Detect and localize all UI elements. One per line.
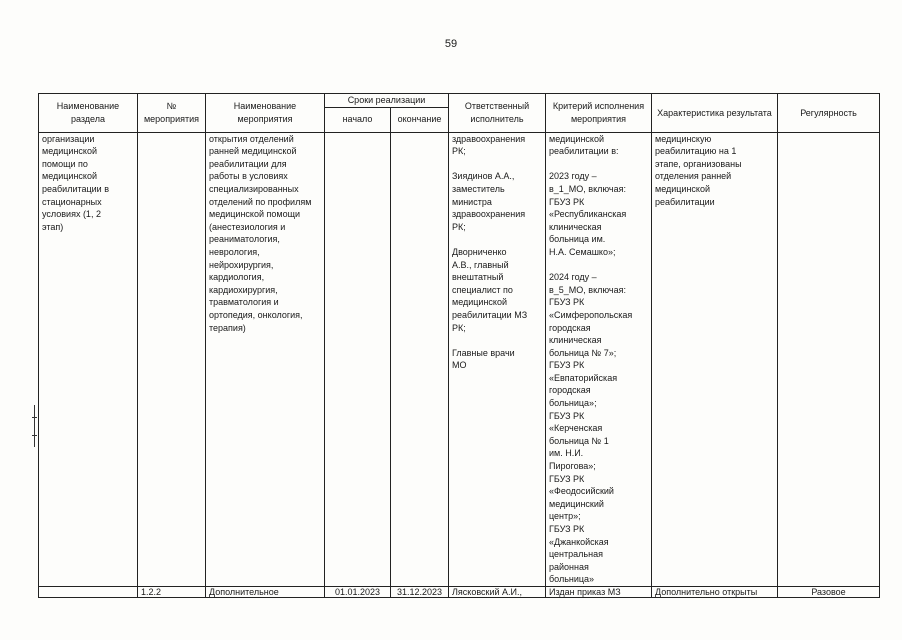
cell-section-name [39,586,138,597]
table-row [39,132,880,586]
cell-criterion: медицинской реабилитации в: 2023 году – в_1_МО, включая: ГБУЗ РК «Республиканская клиническая больница им. Н.А. Семашко»; 2024 году – в_5_МО, включая: ГБУЗ РК «Симферопольская городская клиническая больница № 7»; ГБУЗ РК «Евпаторийская городская больница»; ГБУЗ РК «Керченская больница № 1 им. Н.И. Пирогова»; ГБУЗ РК «Феодосийский медицинский центр»; ГБУЗ РК «Джанкойская центральная районная больница» [546,132,652,586]
header-event-name: Наименование мероприятия [206,94,325,133]
page-number: 59 [444,38,458,50]
header-end: окончание [391,107,449,132]
table-row [39,586,880,597]
cell-end [391,132,449,586]
cell-result: Дополнительно открыты [652,586,778,597]
cell-end: 31.12.2023 [391,586,449,597]
cell-responsible: здравоохранения РК; Зиядинов А.А., заместитель министра здравоохранения РК; Дворниченко А.В., главный внештатный специалист по медицинской реабилитации МЗ РК; Главные врачи МО [449,132,546,586]
cell-event-name: открытия отделений ранней медицинской реабилитации для работы в условиях специализированных отделений по профилям медицинской помощи (анестезиология и реаниматология, неврология, нейрохирургия, кардиология, кардиохирургия, травматология и ортопедия, онкология, терапия) [206,132,325,586]
header-start: начало [325,107,391,132]
cell-event-no: 1.2.2 [138,586,206,597]
cell-regularity [778,132,880,586]
cell-start: 01.01.2023 [325,586,391,597]
header-responsible: Ответственный исполнитель [449,94,546,133]
header-result: Характеристика результата [652,94,778,133]
cell-criterion: Издан приказ МЗ [546,586,652,597]
header-regularity: Регулярность [778,94,880,133]
cell-responsible: Лясковский А.И., [449,586,546,597]
cell-start [325,132,391,586]
cell-result: медицинскую реабилитацию на 1 этапе, организованы отделения ранней медицинской реабилитации [652,132,778,586]
cell-event-no [138,132,206,586]
header-event-no: № мероприятия [138,94,206,133]
header-section-name: Наименование раздела [39,94,138,133]
header-criterion: Критерий исполнения мероприятия [546,94,652,133]
header-period: Сроки реализации [325,94,449,108]
cell-section-name: организации медицинской помощи по медицинской реабилитации в стационарных условиях (1, 2 этап) [39,132,138,586]
header-row [39,94,880,108]
cell-regularity: Разовое [778,586,880,597]
cell-event-name: Дополнительное [206,586,325,597]
plan-table [38,93,880,598]
